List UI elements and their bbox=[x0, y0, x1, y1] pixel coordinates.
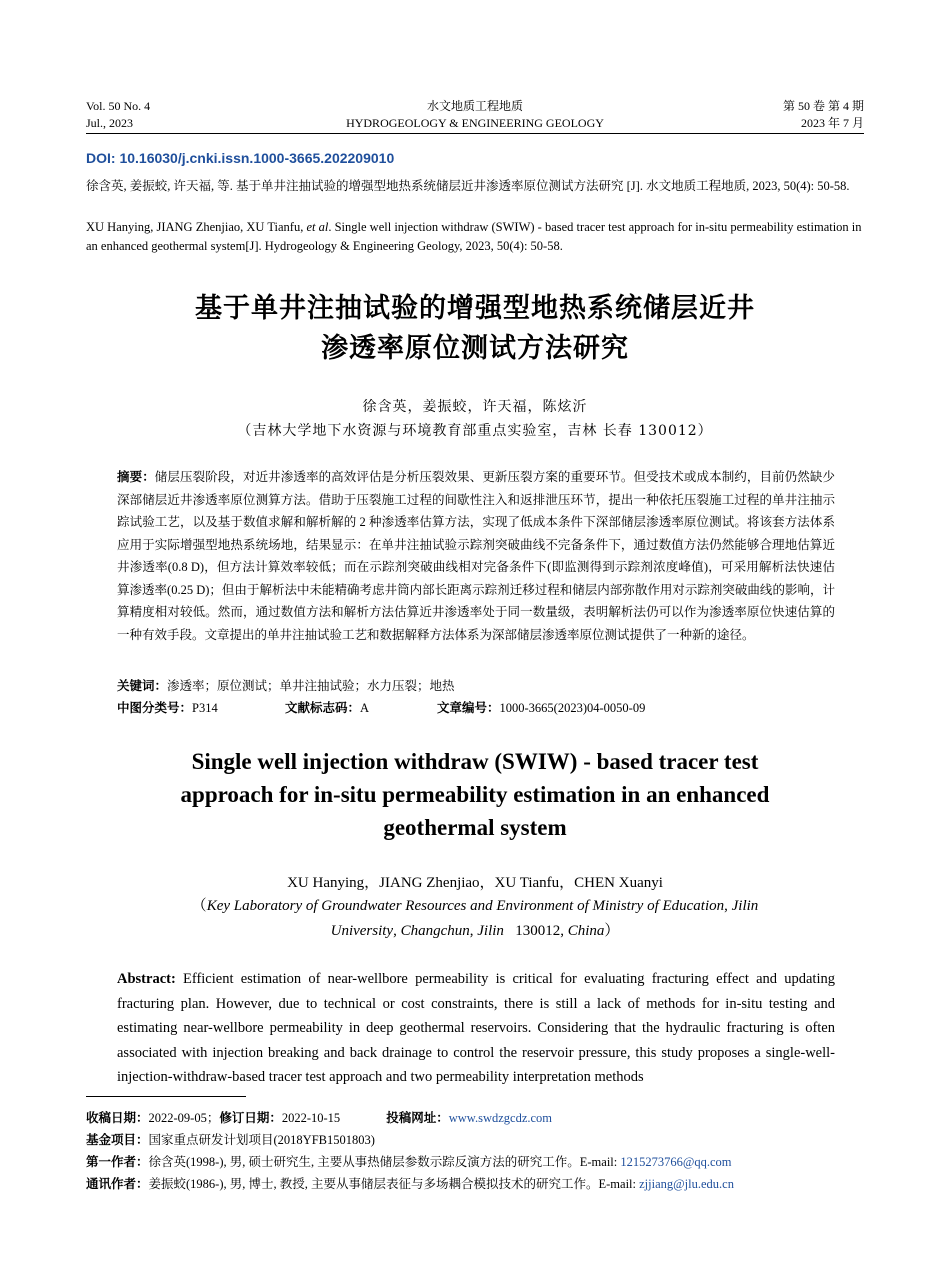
volume-number-en: Vol. 50 No. 4 bbox=[86, 99, 151, 113]
doc-code-label: 文献标志码： bbox=[285, 700, 361, 715]
journal-name-cn: 水文地质工程地质 bbox=[426, 99, 523, 113]
corresponding-author-email-link[interactable]: zjjiang@jlu.edu.cn bbox=[639, 1177, 734, 1191]
doi-label: DOI: bbox=[86, 150, 116, 166]
footnote-first-author bbox=[86, 1152, 876, 1172]
title-cn-line-2: 渗透率原位测试方法研究 bbox=[321, 333, 629, 364]
article-title-cn bbox=[0, 289, 950, 369]
revised-date: 2022-10-15 bbox=[281, 1111, 341, 1125]
title-en-line-1: Single well injection withdraw (SWIW) - based tracer test bbox=[191, 749, 759, 774]
affiliation-en-prov: Jilin bbox=[477, 923, 504, 939]
authors-en: XU Hanying，JIANG Zhenjiao，XU Tianfu，CHEN Xuanyi bbox=[287, 875, 663, 891]
doi-link[interactable]: 10.16030/j.cnki.issn.1000-3665.202209010 bbox=[119, 150, 395, 166]
affiliation-en-sep2: , bbox=[393, 923, 397, 939]
keywords-cn-text: 渗透率；原位测试；单井注抽试验；水力压裂；地热 bbox=[167, 679, 455, 693]
abstract-en bbox=[117, 967, 835, 1090]
citation-en bbox=[86, 218, 866, 256]
abstract-cn bbox=[117, 466, 835, 646]
fund-label: 基金项目： bbox=[86, 1132, 149, 1147]
citation-en-rest: . Single well injection withdraw (SWIW) - based tracer test approach for in-situ permeability estimation in an enhanced geothermal system[J]. Hydrogeology & Engineering Geology, 2023, 50(4): 50-58. bbox=[86, 220, 862, 253]
received-date: 2022-09-05； bbox=[148, 1111, 220, 1125]
abstract-en-label: Abstract: bbox=[117, 971, 176, 987]
clc-number bbox=[117, 698, 218, 718]
affiliation-en-city: Changchun bbox=[400, 923, 470, 939]
article-number-label: 文章编号： bbox=[437, 700, 500, 715]
abstract-cn-label: 摘要： bbox=[117, 469, 155, 484]
doc-code bbox=[285, 698, 369, 718]
article-title-en bbox=[0, 745, 950, 844]
affiliation-en-open: （ bbox=[191, 898, 207, 914]
affiliation-en-sep3: , bbox=[469, 923, 478, 939]
journal-name-en: HYDROGEOLOGY & ENGINEERING GEOLOGY bbox=[346, 116, 604, 130]
affiliation-en-org: Key Laboratory of Groundwater Resources and Environment of Ministry of Education bbox=[206, 898, 725, 914]
corresponding-author-bio: 姜振蛟(1986-), 男, 博士, 教授, 主要从事储层表征与多场耦合模拟技术的研究工作。E-mail: bbox=[148, 1177, 640, 1191]
doi-line bbox=[86, 150, 394, 166]
citation-en-etal: et al bbox=[306, 220, 329, 234]
issue-date-cn: 2023 年 7 月 bbox=[800, 116, 864, 130]
header-divider bbox=[86, 133, 864, 134]
affiliation-en-sep1: , bbox=[724, 898, 732, 914]
abstract-cn-text: 储层压裂阶段，对近井渗透率的高效评估是分析压裂效果、更新压裂方案的重要环节。但受技术或成本制约，目前仍然缺少深部储层近井渗透率原位测算方法。借助于压裂施工过程的间歇性注入和返排泄压环节，提出一种依托压裂施工过程的单井注抽示踪试验工艺，以及基于数值求解和解析解的 2 种渗透率估算方法，实现了低成本条件下深部储层渗透率原位测试。将该套方法体系应用于实际增强型地热系统场地，结果显示：在单井注抽试验示踪剂突破曲线不完备条件下，通过数值方法仍然能够合理地估算近井渗透率(0.8 D)，但方法计算效率较低；而在示踪剂突破曲线相对完备条件下(即监测得到示踪剂浓度峰值)，可采用解析法快速估算渗透率(0.25 D)；但由于解析法中未能精确考虑井筒内部长距离示踪剂迁移过程和储层内部弥散作用对示踪剂突破曲线的影响，计算精度相对较低。然而，通过数值方法和解析方法估算近井渗透率处于同一数量级，表明解析法仍可以作为渗透率原位快速估算的一种有效手段。文章提出的单井注抽试验工艺和数据解释方法体系为深部储层渗透率原位测试提供了一种新的途径。 bbox=[117, 470, 835, 642]
affiliation-en bbox=[160, 894, 790, 944]
clc-value: P314 bbox=[192, 701, 218, 715]
affiliation-en-country: China bbox=[567, 923, 605, 939]
keywords-cn-label: 关键词： bbox=[117, 678, 168, 693]
footnote-fund bbox=[86, 1130, 876, 1150]
title-en-line-3: geothermal system bbox=[383, 815, 567, 840]
volume-number-cn: 第 50 卷 第 4 期 bbox=[782, 99, 864, 113]
affiliation-cn: （吉林大学地下水资源与环境教育部重点实验室，吉林 长春 130012） bbox=[237, 423, 713, 439]
first-author-bio: 徐含英(1998-), 男, 硕士研究生, 主要从事热储层参数示踪反演方法的研究工作。E-mail: bbox=[148, 1155, 621, 1169]
received-label: 收稿日期： bbox=[86, 1110, 149, 1125]
title-en-line-2: approach for in-situ permeability estimation in an enhanced bbox=[180, 782, 770, 807]
footnote-dates bbox=[86, 1108, 876, 1128]
first-author-email-link[interactable]: 1215273766@qq.com bbox=[620, 1155, 732, 1169]
submit-label: 投稿网址： bbox=[386, 1110, 449, 1125]
footnote-divider bbox=[86, 1096, 246, 1097]
fund-value: 国家重点研发计划项目(2018YFB1501803) bbox=[148, 1133, 375, 1147]
article-number-value: 1000-3665(2023)04-0050-09 bbox=[499, 701, 646, 715]
running-header-right bbox=[783, 98, 864, 132]
submit-url-link[interactable]: www.swdzgcdz.com bbox=[448, 1111, 553, 1125]
footnote-corresponding-author bbox=[86, 1174, 876, 1194]
affiliation-en-zip: 130012, bbox=[503, 923, 568, 939]
title-cn-line-1: 基于单井注抽试验的增强型地热系统储层近井 bbox=[195, 293, 755, 324]
issue-date-en: Jul., 2023 bbox=[86, 116, 134, 130]
citation-cn: 徐含英, 姜振蛟, 许天福, 等. 基于单井注抽试验的增强型地热系统储层近井渗透率原位测试方法研究 [J]. 水文地质工程地质, 2023, 50(4): 50-58. bbox=[86, 179, 850, 193]
revised-label: 修订日期： bbox=[219, 1110, 282, 1125]
citation-en-authors: XU Hanying, JIANG Zhenjiao, XU Tianfu, bbox=[86, 220, 307, 234]
authors-cn: 徐含英，姜振蛟，许天福，陈炫沂 bbox=[362, 399, 588, 415]
first-author-label: 第一作者： bbox=[86, 1154, 149, 1169]
doc-code-value: A bbox=[360, 701, 370, 715]
article-number bbox=[437, 698, 645, 718]
affiliation-en-close: ） bbox=[604, 923, 620, 939]
clc-label: 中图分类号： bbox=[117, 700, 193, 715]
abstract-en-text: Efficient estimation of near-wellbore permeability is critical for evaluating fracturing effect and updating fracturing plan. However, due to technical or cost constraints, there is still a lack of methods for in-situ testing and estimating near-wellbore permeability in deep geothermal reservoirs. Considering that the hydraulic fracturing is often associated with injection breaking and back drainage to control the reservoir pressure, this study proposes a single-well-injection-withdraw-based tracer test approach and two permeability interpretation methods bbox=[117, 971, 835, 1085]
corresponding-author-label: 通讯作者： bbox=[86, 1176, 149, 1191]
keywords-cn bbox=[117, 676, 835, 696]
affiliation-en-univ: Jilin University bbox=[330, 898, 759, 939]
